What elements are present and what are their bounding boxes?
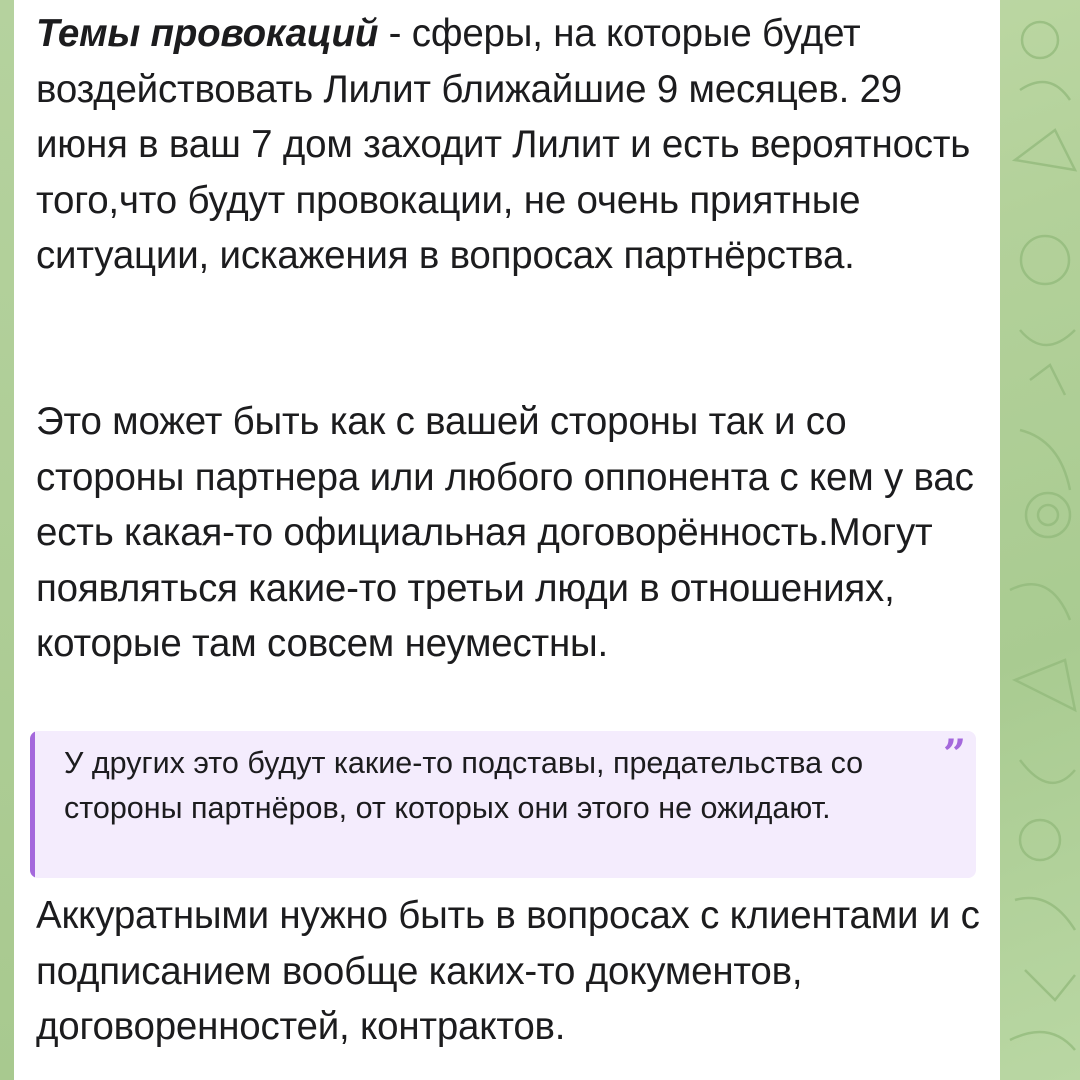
quote-icon: ” bbox=[942, 731, 966, 778]
message-paragraph-3: Аккуратными нужно быть в вопросах с клиентами и с подписанием вообще каких-то документов, договоренностей, контрактов. bbox=[36, 894, 980, 1048]
quote-text: У других это будут какие-то подставы, предательства со стороны партнёров, от которых они этого не ожидают. bbox=[64, 746, 864, 825]
message-paragraph-1 bbox=[36, 6, 986, 284]
message-quote-block[interactable] bbox=[30, 731, 976, 878]
chat-left-edge bbox=[0, 0, 14, 1080]
message-emphasis: Темы провокаций bbox=[36, 12, 379, 55]
message-paragraph-1-text: - сферы, на которые будет воздействовать Лилит ближайшие 9 месяцев. 29 июня в ваш 7 дом заходит Лилит и есть вероятность того,что будут провокации, не очень приятные ситуации, искажения в вопросах партнёрства. bbox=[36, 12, 971, 277]
quote-accent-bar bbox=[30, 731, 35, 878]
message-paragraph-2: Это может быть как с вашей стороны так и со стороны партнера или любого оппонента с кем у вас есть какая-то официальная договорённость.Могут появляться какие-то третьи люди в отношениях, которые там совсем неуместны. bbox=[36, 400, 974, 665]
